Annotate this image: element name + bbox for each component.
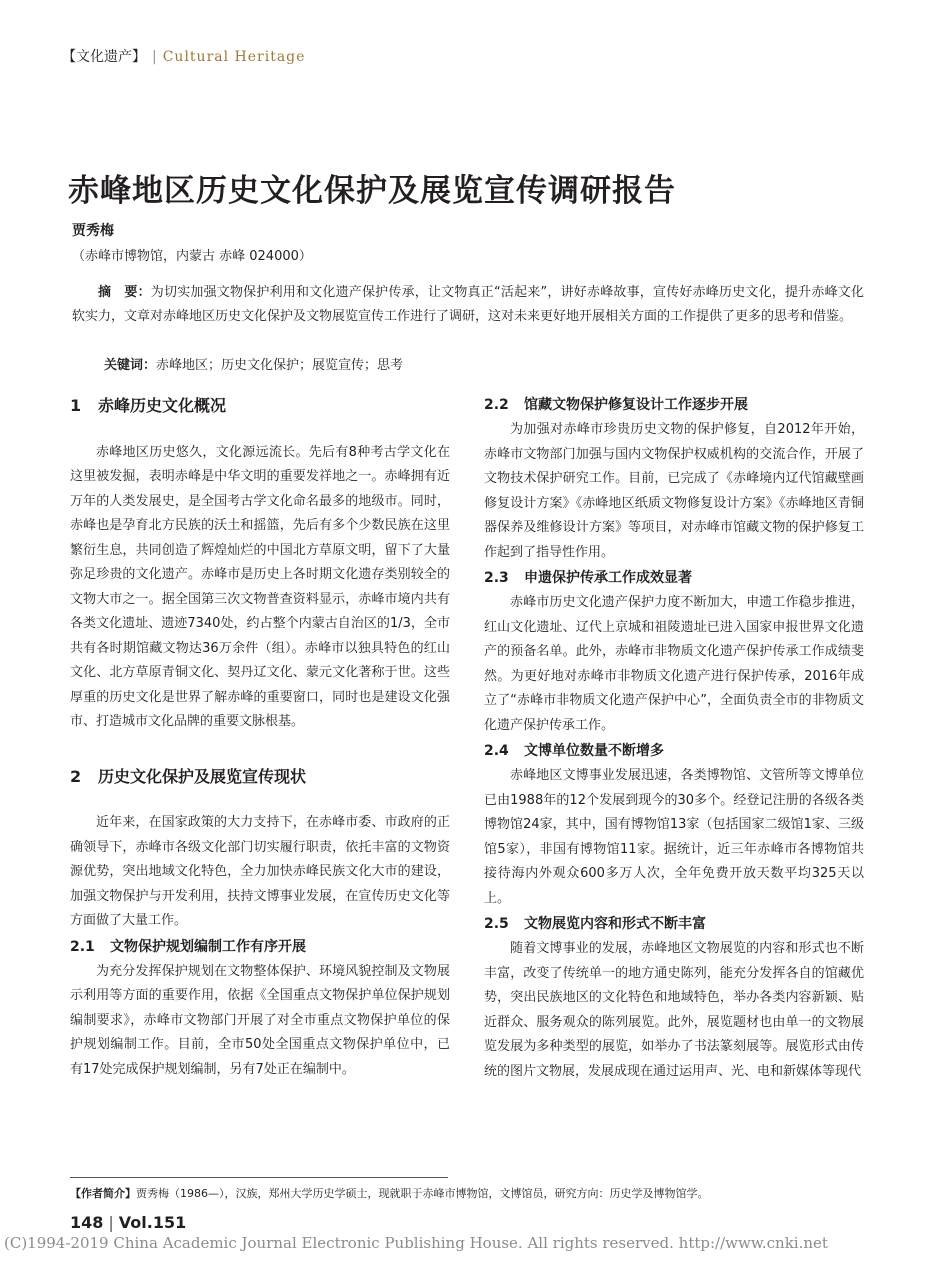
right-column (484, 392, 864, 1084)
paragraph: 赤峰地区文博事业发展迅速，各类博物馆、文管所等文博单位已由1988年的12个发展到现今的30多个。经登记注册的各级各类博物馆24家，其中，国有博物馆13家（包括国家二级馆1家、三级馆5家），非国有博物馆11家。据统计，近三年赤峰市各博物馆共接待海内外观众600多万人次，全年免费开放天数平均325天以上。 (484, 768, 864, 906)
abstract (72, 281, 864, 329)
subsection-heading (484, 911, 864, 937)
paragraph: 随着文博事业的发展，赤峰地区文物展览的内容和形式也不断丰富，改变了传统单一的地方通史陈列，能充分发挥各自的馆藏优势，突出民族地区的文化特色和地域特色，举办各类内容新颖、贴近群众、服务观众的陈列展览。此外，展览题材也由单一的文物展览发展为多种类型的展览，如举办了书法篆刻展等。展览形式由传统的图片文物展，发展成现在通过运用声、光、电和新媒体等现代 (484, 941, 864, 1079)
section-heading (70, 765, 450, 790)
subsection-number: 2.2 (484, 397, 509, 413)
paragraph: 赤峰市历史文化遗产保护力度不断加大，申遗工作稳步推进，红山文化遗址、辽代上京城和祖陵遗址已进入国家申报世界文化遗产的预备名单。此外，赤峰市非物质文化遗产保护传承工作成绩斐然。为更好地对赤峰市非物质文化遗产进行保护传承，2016年成立了“赤峰市非物质文化遗产保护中心”，全面负责全市的非物质文化遗产保护传承工作。 (484, 595, 864, 733)
subsection-number: 2.3 (484, 570, 509, 586)
subsection-number: 2.4 (484, 743, 509, 759)
paragraph: 近年来，在国家政策的大力支持下，在赤峰市委、市政府的正确领导下，赤峰市各级文化部门切实履行职责，依托丰富的文物资源优势，突出地域文化特色，全力加快赤峰民族文化大市的建设，加强文物保护与开发利用，扶持文博事业发展，在宣传历史文化等方面做了大量工作。 (70, 815, 450, 928)
abstract-text: 为切实加强文物保护利用和文化遗产保护传承，让文物真正“活起来”，讲好赤峰故事，宣传好赤峰历史文化，提升赤峰文化软实力，文章对赤峰地区历史文化保护及文物展览宣传工作进行了调研，这对未来更好地开展相关方面的工作提供了更多的思考和借鉴。 (72, 285, 864, 324)
section-tag-cn: 【文化遗产】 (62, 49, 146, 65)
keywords-label: 关键词： (104, 358, 157, 373)
footnote-text: 贾秀梅（1986—），汉族，郑州大学历史学硕士，现就职于赤峰市博物馆，文博馆员，研究方向：历史学及博物馆学。 (136, 1187, 709, 1200)
author-bio-footnote (70, 1185, 709, 1201)
subsection-number: 2.1 (70, 938, 95, 955)
subsection-heading (484, 392, 864, 418)
subsection-title: 馆藏文物保护修复设计工作逐步开展 (524, 397, 748, 413)
left-column (70, 390, 450, 1082)
subsection-heading (484, 738, 864, 764)
subsection-title: 文博单位数量不断增多 (524, 743, 664, 759)
volume-label: Vol.151 (118, 1213, 187, 1232)
section-tag (62, 46, 305, 66)
subsection-title: 文物保护规划编制工作有序开展 (110, 938, 306, 955)
subsection-title: 文物展览内容和形式不断丰富 (524, 916, 706, 932)
section-tag-en: Cultural Heritage (162, 49, 306, 65)
copyright-notice: (C)1994-2019 China Academic Journal Electronic Publishing House. All rights reserved. http://www.cnki.net (4, 1234, 828, 1252)
paragraph: 赤峰地区历史悠久，文化源远流长。先后有8种考古学文化在这里被发掘，表明赤峰是中华文明的重要发祥地之一。赤峰拥有近万年的人类发展史，是全国考古学文化命名最多的地级市。同时，赤峰也是孕育北方民族的沃土和摇篮，先后有多个少数民族在这里繁衍生息，共同创造了辉煌灿烂的中国北方草原文明，留下了大量弥足珍贵的文化遗产。赤峰市是历史上各时期文化遗存类别较全的文物大市之一。据全国第三次文物普查资料显示，赤峰市境内共有各类文化遗址、遗迹7340处，约占整个内蒙古自治区的1/3，全市共有各时期馆藏文物达36万余件（组）。赤峰市以独具特色的红山文化、北方草原青铜文化、契丹辽文化、蒙元文化著称于世。这些厚重的历史文化是世界了解赤峰的重要窗口，同时也是建设文化强市、打造城市文化品牌的重要文脉根基。 (70, 444, 450, 729)
article-title: 赤峰地区历史文化保护及展览宣传调研报告 (68, 173, 676, 209)
paragraph: 为充分发挥保护规划在文物整体保护、环境风貌控制及文物展示利用等方面的重要作用，依据《全国重点文物保护单位保护规划编制要求》，赤峰市文物部门开展了对全市重点文物保护单位的保护规划编制工作。目前，全市50处全国重点文物保护单位中，已有17处完成保护规划编制，另有7处正在编制中。 (70, 963, 450, 1077)
keywords (104, 354, 403, 373)
abstract-label: 摘 要： (98, 285, 151, 300)
subsection-title: 申遗保护传承工作成效显著 (524, 570, 692, 586)
subsection-heading (484, 565, 864, 591)
page-separator: | (108, 1213, 114, 1232)
section-heading (70, 394, 450, 419)
footnote-divider (70, 1177, 448, 1178)
subsection-heading (70, 934, 450, 960)
section-number: 2 (70, 766, 82, 786)
paragraph: 为加强对赤峰市珍贵历史文物的保护修复，自2012年开始，赤峰市文物部门加强与国内文物保护权威机构的交流合作，开展了文物技术保护研究工作。目前，已完成了《赤峰境内辽代馆藏壁画修复设计方案》《赤峰地区纸质文物修复设计方案》《赤峰地区青铜器保养及维修设计方案》等项目，对赤峰市馆藏文物的保护修复工作起到了指导性作用。 (484, 422, 864, 560)
author-affiliation: （赤峰市博物馆，内蒙古 赤峰 024000） (72, 249, 312, 264)
section-title: 赤峰历史文化概况 (98, 396, 227, 415)
section-title: 历史文化保护及展览宣传现状 (98, 766, 307, 786)
author-name: 贾秀梅 (72, 223, 114, 239)
page-number (70, 1213, 186, 1232)
section-number: 1 (70, 396, 82, 415)
subsection-number: 2.5 (484, 916, 509, 932)
page-number-value: 148 (70, 1213, 104, 1232)
footnote-label: 【作者简介】 (70, 1187, 136, 1200)
keywords-text: 赤峰地区；历史文化保护；展览宣传；思考 (156, 358, 404, 373)
section-tag-separator: | (152, 49, 157, 65)
